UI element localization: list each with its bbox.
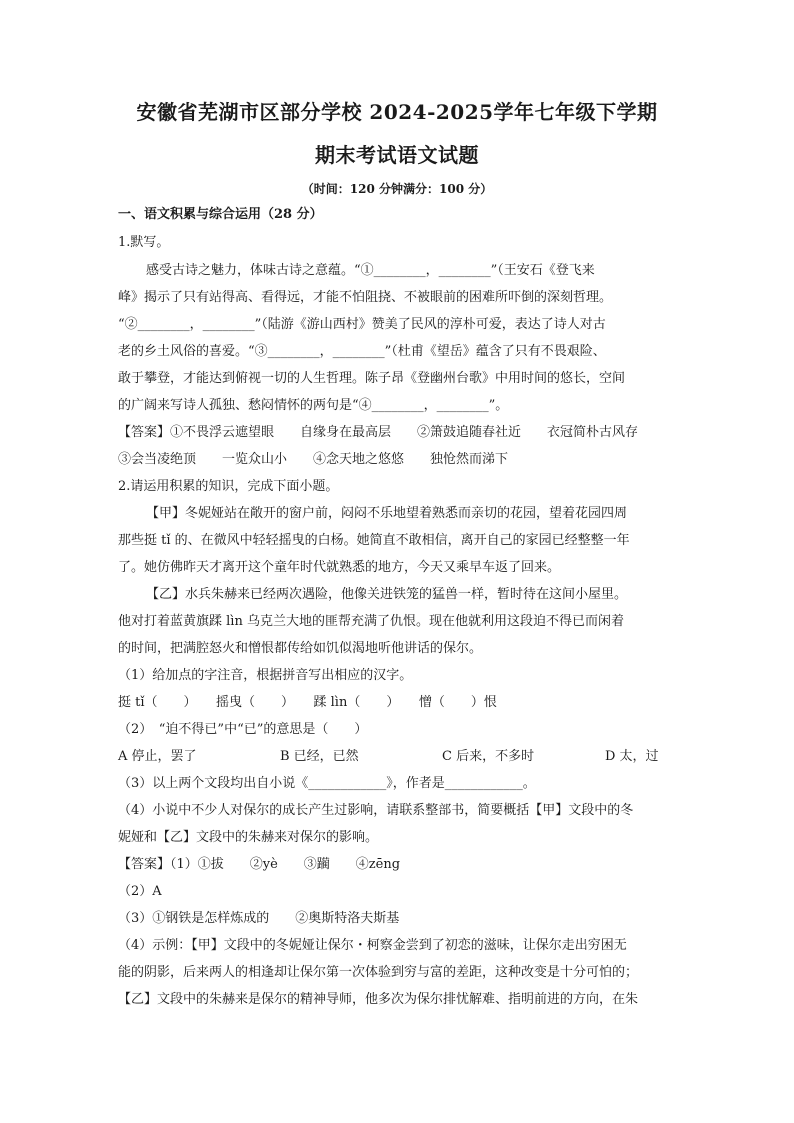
option-a: A 停止，罢了 [118,749,197,764]
question-1-text: 老的乡土风俗的喜爱。“③________，________”（杜甫《望岳》蕴含了只有不畏艰险、 [118,344,606,359]
option-c: C 后来，不多时 [442,749,535,764]
passage-yi: 【乙】水兵朱赫来已经两次遇险，他像关进铁笼的猛兽一样，暂时待在这间小屋里。 [146,587,628,602]
answer-2-2: （2）A [118,884,162,899]
answer-2-1: 【答案】（1）①拔 ②yè ③躏 ④zēng [118,857,401,872]
exam-time-info: （时间：120 分钟满分：100 分） [301,182,493,196]
answer-1: 【答案】①不畏浮云遮望眼 自缘身在最高层 ②箫鼓追随春社近 衣冠简朴古风存 [118,425,639,440]
question-1-text: 敢于攀登，才能达到俯视一切的人生哲理。陈子昂《登幽州台歌》中用时间的悠长，空间 [118,371,626,386]
passage-jia: 了。她仿佛昨天才离开这个童年时代就熟悉的地方，今天又乘早车返了回来。 [118,560,561,575]
page-title: 安徽省芜湖市区部分学校 2024-2025学年七年级下学期 [136,100,658,124]
question-1-text: 的广阔来写诗人孤独、愁闷情怀的两句是“④________，________”。 [118,398,509,413]
question-1-text: 感受古诗之魅力，体味古诗之意蕴。“①________，________”（王安石《登飞来 [146,263,595,278]
sub-question-4: （4）小说中不少人对保尔的成长产生过影响，请联系整部书，简要概括【甲】文段中的冬 [118,803,634,818]
answer-2-4: 能的阴影，后来两人的相逢却让保尔第一次体验到穷与富的差距，这种改变是十分可怕的； [118,965,639,980]
answer-1: ③会当凌绝顶 一览众山小 ④念天地之悠悠 独怆然而涕下 [118,452,509,467]
sub-question-2: （2） “迫不得已”中“已”的意思是（ ） [118,722,368,737]
section-heading: 一、语文积累与综合运用（28 分） [118,207,323,222]
question-1-text: “②________，________”（陆游《游山西村》赞美了民风的淳朴可爱，表达了诗人对古 [118,317,606,332]
passage-jia: 【甲】冬妮娅站在敞开的窗户前，闷闷不乐地望着熟悉而亲切的花园，望着花园四周 [146,506,628,521]
option-b: B 已经，已然 [280,749,359,764]
sub-question-1: （1）给加点的字注音，根据拼音写出相应的汉字。 [118,668,413,683]
question-1-text: 峰》揭示了只有站得高、看得远，才能不怕阻挠、不被眼前的困难所吓倒的深刻哲理。 [118,290,613,305]
answer-2-4: 【乙】文段中的朱赫来是保尔的精神导师，他多次为保尔排忧解难、指明前进的方向，在朱 [118,992,639,1007]
passage-jia: 那些挺 tǐ 的、在微风中轻轻摇曳的白杨。她简直不敢相信，离开自己的家园已经整整一年 [118,533,630,548]
passage-yi: 的时间，把满腔怒火和憎恨都传给如饥似渴地听他讲话的保尔。 [118,641,483,656]
sub-question-4: 妮娅和【乙】文段中的朱赫来对保尔的影响。 [118,830,379,845]
answer-2-4: （4）示例：【甲】文段中的冬妮娅让保尔・柯察金尝到了初恋的滋味，让保尔走出穷困无 [118,938,627,953]
sub-question-3: （3）以上两个文段均出自小说《____________》，作者是____________。 [118,776,536,791]
question-1-label: 1.默写。 [118,235,170,250]
page-title-line2: 期末考试语文试题 [315,143,479,167]
passage-yi: 他对打着蓝黄旗蹂 lìn 乌克兰大地的匪帮充满了仇恨。现在他就利用这段迫不得已而闲着 [118,614,624,629]
sub-question-1-items: 挺 tǐ（ ） 摇曳（ ） 蹂 lìn（ ） 憎（ ）恨 [118,695,497,710]
answer-2-3: （3）①钢铁是怎样炼成的 ②奥斯特洛夫斯基 [118,911,400,926]
question-2-label: 2.请运用积累的知识，完成下面小题。 [118,479,339,494]
option-d: D 太，过 [605,749,659,764]
